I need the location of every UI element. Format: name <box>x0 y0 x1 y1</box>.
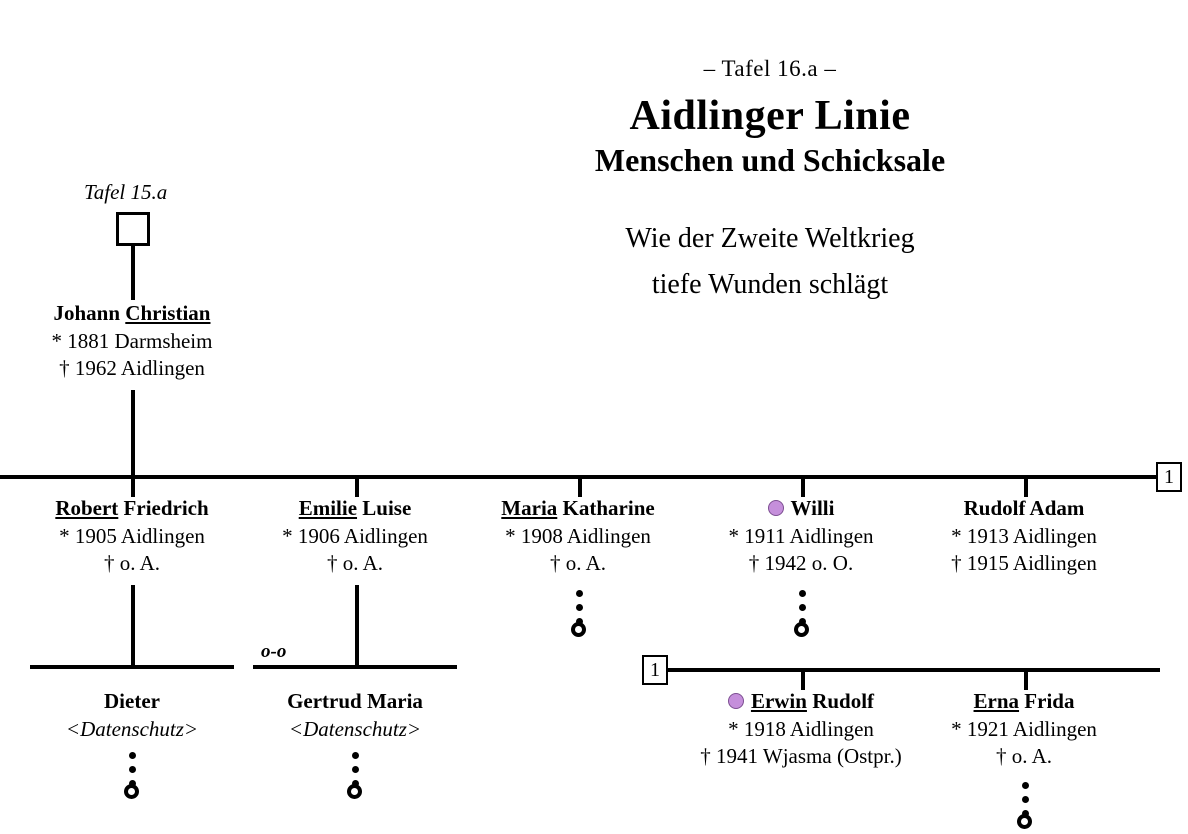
caption-line-2: tiefe Wunden schlägt <box>651 269 889 300</box>
person-johann-christian <box>16 300 248 383</box>
dotted-descent-erna <box>1021 782 1029 817</box>
person-erwin-rudolf <box>685 688 917 771</box>
dotted-descent-gertrud <box>351 752 359 787</box>
line-bar-to-child-4 <box>801 475 805 497</box>
person-death: † 1941 Wjasma (Ostpr.) <box>700 744 902 769</box>
dotted-descent-willi <box>798 590 806 625</box>
person-name: Robert Friedrich <box>55 496 209 520</box>
connector-number-right: 1 <box>1156 462 1182 492</box>
line-emilie-to-child <box>355 585 359 667</box>
person-birth: * 1913 Aidlingen <box>951 523 1097 548</box>
dotted-descent-dieter <box>128 752 136 787</box>
connector-bar-row2 <box>668 668 1160 672</box>
person-name: Emilie Luise <box>298 496 412 520</box>
person-birth: * 1911 Aidlingen <box>728 523 874 548</box>
person-gertrud-maria <box>239 688 471 743</box>
person-death: † 1915 Aidlingen <box>951 551 1097 576</box>
person-death: † 1962 Aidlingen <box>59 356 205 381</box>
line-ancestor-to-root <box>131 246 135 300</box>
fallen-soldier-marker-icon <box>768 500 784 516</box>
title-block <box>440 56 1100 301</box>
bar-robert-children <box>30 665 234 669</box>
person-birth: * 1918 Aidlingen <box>728 716 874 741</box>
person-death: † o. A. <box>995 744 1052 769</box>
line-bar-to-child-5 <box>1024 475 1028 497</box>
person-name: Rudolf Adam <box>963 496 1085 520</box>
fallen-soldier-marker-icon <box>728 693 744 709</box>
person-name: Erna Frida <box>973 689 1075 713</box>
person-name: Erwin Rudolf <box>685 688 917 716</box>
person-death: † o. A. <box>326 551 383 576</box>
person-privacy-note: <Datenschutz> <box>288 716 422 741</box>
person-name: Maria Katharine <box>501 496 655 520</box>
descent-terminator-erna <box>1017 814 1032 829</box>
person-birth: * 1881 Darmsheim <box>51 328 213 353</box>
person-birth: * 1921 Aidlingen <box>951 716 1097 741</box>
person-birth: * 1906 Aidlingen <box>282 523 428 548</box>
page-title: Aidlinger Linie <box>629 93 911 139</box>
person-emilie-luise <box>239 495 471 578</box>
ancestor-tafel-reference: Tafel 15.a <box>84 180 168 204</box>
person-maria-katharine <box>462 495 694 578</box>
line-bar-to-child-3 <box>578 475 582 497</box>
person-name: Willi <box>685 495 917 523</box>
person-death: † o. A. <box>103 551 160 576</box>
person-erna-frida <box>908 688 1140 771</box>
descent-terminator-maria <box>571 622 586 637</box>
line-bar-to-child-2 <box>355 475 359 497</box>
person-birth: * 1905 Aidlingen <box>59 523 205 548</box>
line-bar2-to-erwin <box>801 668 805 690</box>
descent-terminator-willi <box>794 622 809 637</box>
person-willi <box>685 495 917 578</box>
person-privacy-note: <Datenschutz> <box>65 716 199 741</box>
tafel-number: – Tafel 16.a – <box>703 56 837 81</box>
descent-terminator-gertrud <box>347 784 362 799</box>
connector-number-left: 1 <box>642 655 668 685</box>
person-name: Johann Christian <box>53 301 211 325</box>
person-name: Gertrud Maria <box>287 689 423 713</box>
person-death: † o. A. <box>549 551 606 576</box>
descent-terminator-dieter <box>124 784 139 799</box>
line-bar-to-child-1 <box>131 475 135 497</box>
line-root-to-children-bar <box>131 390 135 477</box>
caption-line-1: Wie der Zweite Weltkrieg <box>625 223 915 254</box>
marriage-symbol: o-o <box>261 641 287 662</box>
person-robert-friedrich <box>16 495 248 578</box>
line-robert-to-child <box>131 585 135 667</box>
dotted-descent-maria <box>575 590 583 625</box>
person-dieter <box>16 688 248 743</box>
person-rudolf-adam <box>908 495 1140 578</box>
ancestor-square-icon <box>116 212 150 246</box>
person-birth: * 1908 Aidlingen <box>505 523 651 548</box>
line-bar2-to-erna <box>1024 668 1028 690</box>
page-subtitle: Menschen und Schicksale <box>594 142 946 178</box>
person-death: † 1942 o. O. <box>748 551 854 576</box>
person-name: Dieter <box>104 689 160 713</box>
bar-emilie-children <box>253 665 457 669</box>
